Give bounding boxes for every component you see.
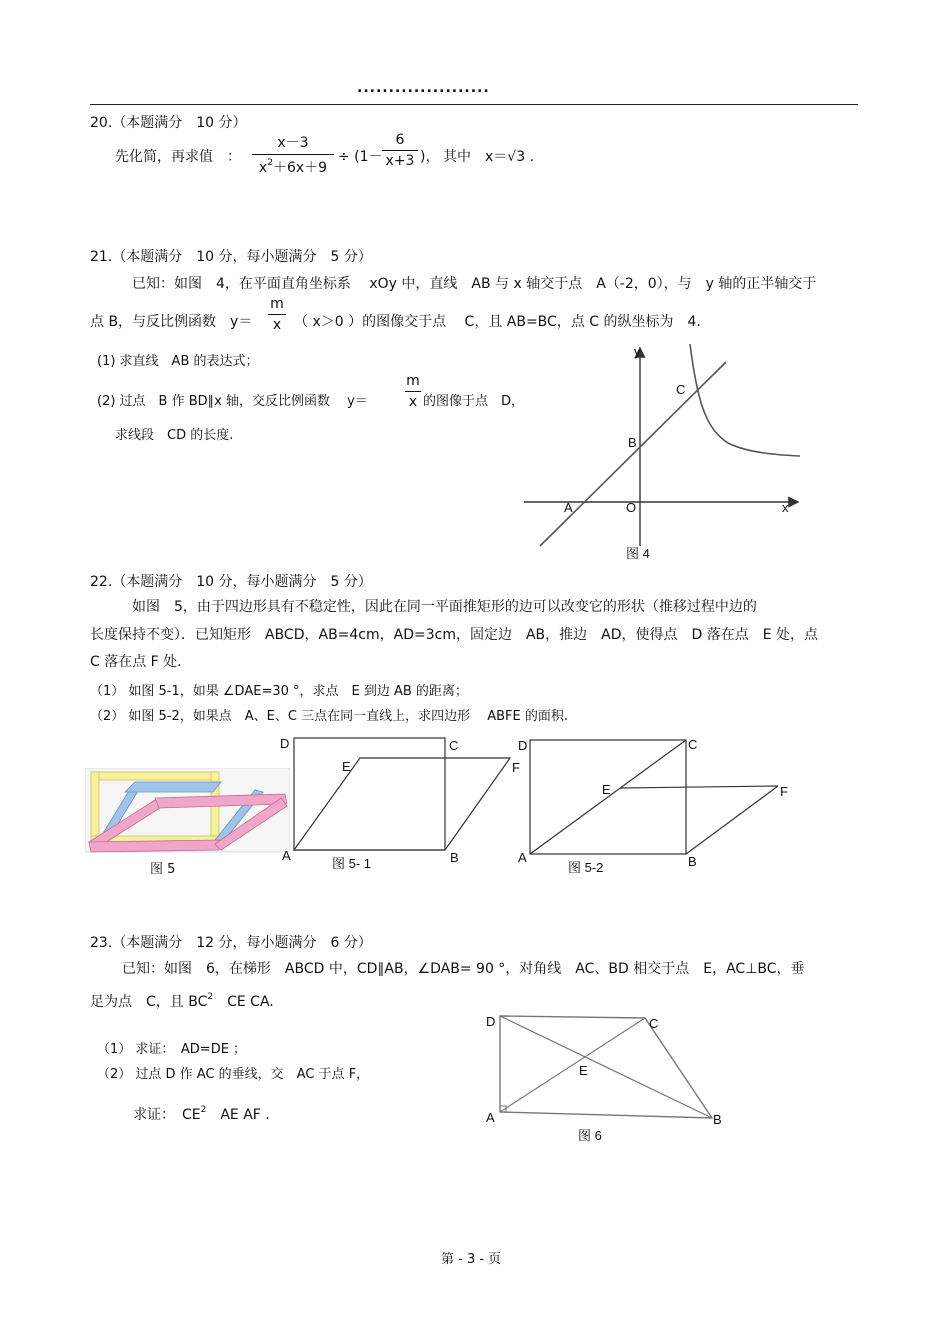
q21-title: 21.（本题满分 10 分，每小题满分 5 分） [90, 249, 372, 265]
q21-sub2b: 的图像于点 D， [423, 394, 525, 409]
figure-4 [518, 338, 808, 568]
diagonal-bd [500, 1016, 712, 1118]
yellow-top-bar [91, 772, 217, 780]
q23-sub2: （2） 过点 D 作 AC 的垂线，交 AC 于点 F， [97, 1067, 370, 1082]
figure-5-2 [514, 732, 804, 878]
fig4-label-o: O [626, 500, 637, 515]
fig52-label-b: B [688, 854, 697, 869]
parallelogram-abfe [294, 758, 510, 850]
pink-bottom-bar [89, 840, 219, 852]
fig4-label-b: B [628, 435, 637, 450]
fig51-label-c: C [449, 738, 459, 753]
q23-line2: 足为点 C，且 $BC^2$ CE CA. [90, 992, 274, 1010]
q20-fraction-2: 6 x+3 [382, 132, 418, 169]
fig6-label-e: E [579, 1063, 588, 1078]
q23-sub2b: 求证： $CE^2$ AE AF . [133, 1105, 270, 1123]
hyperbola-curve [690, 344, 800, 456]
fig6-label-c: C [649, 1016, 659, 1031]
fig52-label-a: A [518, 850, 527, 865]
q23-title: 23.（本题满分 12 分，每小题满分 6 分） [90, 935, 372, 951]
q21-sub2a: (2) 过点 B 作 BD∥x 轴，交反比例函数 y＝ [97, 394, 368, 409]
fig52-label-e: E [602, 782, 611, 797]
q21-line2a: 点 B，与反比例函数 y＝ [90, 314, 253, 330]
header-rule [90, 104, 858, 105]
fig6-caption: 图 6 [578, 1128, 602, 1143]
fig52-label-c: C [688, 737, 698, 752]
diagonal-ac [500, 1018, 645, 1112]
q20-frac1-denominator: $x^2+6x+9$ [258, 158, 328, 176]
q20-frac1-numerator: x－3 [277, 135, 309, 151]
fig5-caption: 图 5 [150, 862, 176, 877]
fig6-label-a: A [486, 1110, 495, 1125]
q23-sub1: （1） 求证： AD=DE ； [97, 1042, 247, 1057]
diagonal-ac [530, 740, 686, 854]
q22-sub2: （2） 如图 5-2，如果点 A、E、C 三点在同一直线上，求四边形 ABFE 的面积. [90, 709, 568, 724]
fig4-label-a: A [564, 500, 573, 515]
fig51-caption: 图 5- 1 [332, 856, 372, 871]
q22-line1: 如图 5，由于四边形具有不稳定性，因此在同一平面推矩形的边可以改变它的形状（推移过程中边的 [132, 599, 757, 615]
q20-title: 20.（本题满分 10 分） [90, 115, 247, 131]
q22-line2: 长度保持不变）．已知矩形 ABCD，AB=4cm，AD=3cm，固定边 AB，推边 AD，使得点 D 落在点 E 处，点 [90, 627, 819, 643]
page-number: 第 - 3 - 页 [441, 1252, 502, 1267]
fig4-label-c: C [676, 382, 686, 397]
q22-sub1: （1） 如图 5-1，如果 ∠DAE=30 °，求点 E 到边 AB 的距离； [90, 684, 468, 699]
q20-where: 其中 x＝√3 . [443, 149, 535, 165]
fig51-label-a: A [282, 848, 291, 863]
yellow-left-bar [91, 772, 99, 844]
q23-line1: 已知：如图 6，在梯形 ABCD 中，CD∥AB，∠DAB= 90 °，对角线 AC、BD 相交于点 E，AC⊥BC，垂 [122, 961, 805, 977]
fig6-label-d: D [486, 1014, 496, 1029]
fig52-caption: 图 5-2 [568, 860, 604, 875]
segment-ef [620, 786, 778, 788]
header-dots: ..................... [357, 80, 490, 96]
fig51-label-f: F [512, 760, 520, 775]
fig51-label-d: D [280, 736, 290, 751]
q21-line2b: （ x＞0 ）的图像交于点 C，且 AB=BC，点 C 的纵坐标为 4. [294, 314, 701, 330]
q21-line1: 已知：如图 4，在平面直角坐标系 xOy 中，直线 AB 与 x 轴交于点 A（-2，0），与 y 轴的正半轴交于 [132, 276, 817, 292]
fig51-label-b: B [450, 850, 459, 865]
q20-prompt: 先化简，再求值 ： [115, 149, 241, 165]
q22-title: 22.（本题满分 10 分，每小题满分 5 分） [90, 574, 372, 590]
figure-5-illustration [85, 768, 290, 858]
q22-line3: C 落在点 F 处. [90, 654, 182, 670]
fig4-label-x: x [782, 500, 789, 515]
q20-division: ÷ (1－ [338, 149, 383, 165]
fig4-label-y: y [634, 344, 641, 359]
fig52-label-d: D [518, 738, 528, 753]
figure-6 [480, 1008, 730, 1148]
fig4-caption: 图 4 [626, 546, 650, 561]
fig51-label-e: E [342, 759, 351, 774]
fig52-label-f: F [780, 784, 788, 799]
q21-fraction: m x [268, 296, 286, 333]
q21-sub2c: 求线段 CD 的长度. [115, 428, 234, 443]
q20-close: )， [420, 149, 440, 165]
q21-sub1: (1) 求直线 AB 的表达式； [97, 354, 259, 369]
blue-top-bar [125, 782, 221, 792]
fig6-label-b: B [713, 1112, 722, 1127]
figure-5-1 [278, 732, 528, 874]
q21-sub2-fraction: m x [406, 373, 420, 410]
rect-abcd [294, 738, 445, 850]
q20-fraction-1 [252, 132, 334, 177]
segment-bf [686, 786, 778, 854]
